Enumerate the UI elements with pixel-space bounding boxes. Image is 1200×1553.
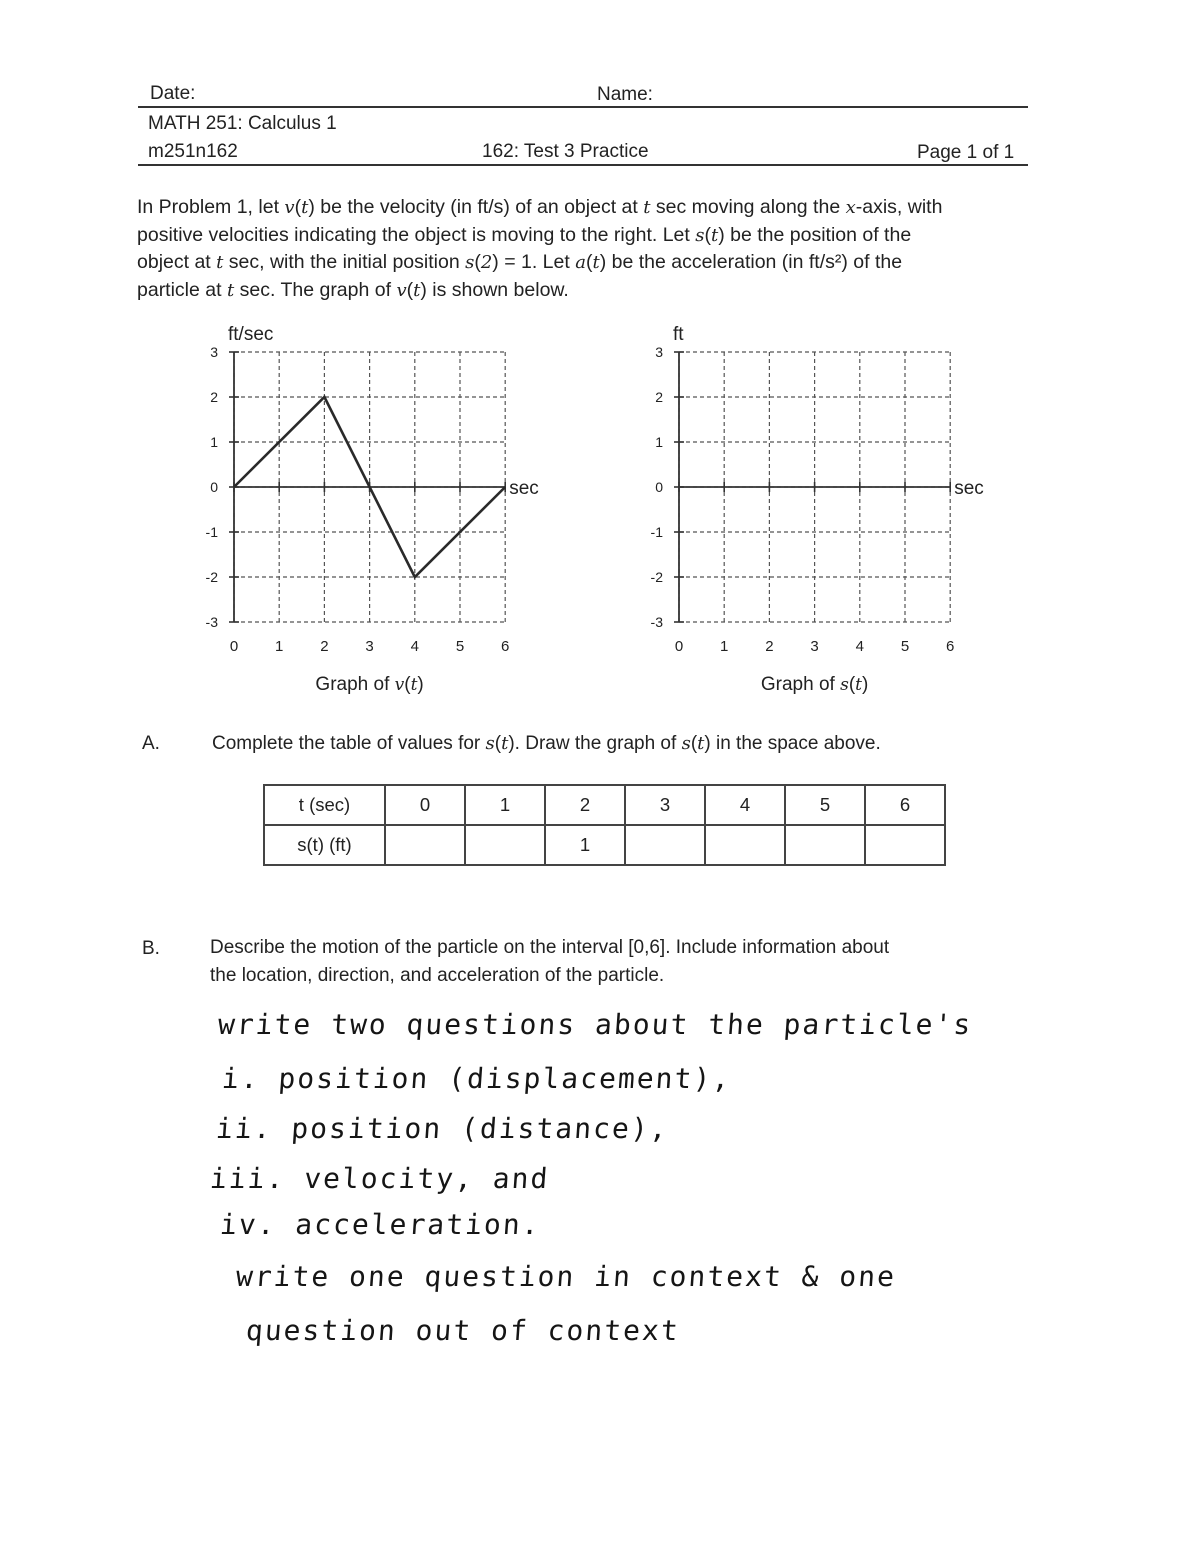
y-tick-label: 3	[655, 344, 663, 360]
handwritten-note: iii. velocity, and	[208, 1162, 551, 1195]
t-cell: 0	[385, 785, 465, 825]
x-tick-label: 4	[410, 638, 419, 655]
handwritten-note: iv. acceleration.	[218, 1208, 542, 1241]
values-table	[263, 784, 946, 866]
x-tick-label: 0	[229, 638, 239, 655]
header-rule-bottom	[138, 164, 1028, 166]
y-tick-label: -1	[205, 524, 218, 540]
intro-paragraph	[137, 194, 1037, 304]
x-axis-label: sec	[509, 478, 539, 499]
t-cell: 2	[545, 785, 625, 825]
x-tick-label: 0	[674, 638, 684, 655]
x-tick-label: 5	[900, 638, 910, 655]
axes	[229, 352, 505, 622]
intro-line: object at t sec, with the initial position s(2) = 1. Let a(t) be the acceleration (in ft/s²) of the	[137, 251, 903, 273]
handwritten-note: write two questions about the particle's	[216, 1008, 974, 1041]
header-rule-top	[138, 106, 1028, 108]
y-tick-label: -2	[205, 569, 218, 585]
part-a-letter: A.	[142, 733, 160, 754]
position-graph	[635, 318, 1015, 698]
x-tick-label: 1	[275, 638, 284, 655]
y-axis-label: ft/sec	[228, 324, 274, 345]
y-tick-label: 1	[655, 434, 663, 450]
y-tick-label: 0	[210, 479, 218, 495]
y-tick-label: -3	[650, 614, 663, 630]
x-tick-label: 2	[765, 638, 774, 655]
part-b-line2: the location, direction, and acceleration of the particle.	[210, 965, 665, 986]
handwritten-note: i. position (displacement),	[220, 1062, 733, 1095]
y-tick-label: -2	[650, 569, 663, 585]
x-tick-label: 6	[501, 638, 510, 655]
t-cell: 5	[785, 785, 865, 825]
handwritten-note: ii. position (distance),	[214, 1112, 670, 1145]
x-tick-label: 6	[946, 638, 955, 655]
t-cell: 1	[465, 785, 545, 825]
handwritten-note: question out of context	[244, 1314, 681, 1347]
s-cell[interactable]	[865, 825, 945, 865]
y-tick-label: -1	[650, 524, 663, 540]
x-tick-label: 4	[855, 638, 864, 655]
axes	[674, 352, 950, 622]
intro-line: particle at t sec. The graph of v(t) is shown below.	[137, 278, 569, 301]
intro-line: In Problem 1, let v(t) be the velocity (in ft/s) of an object at t sec moving along the x-axis, with	[137, 196, 943, 218]
chart-title: Graph of v(t)	[315, 674, 424, 695]
date-label: Date:	[150, 83, 196, 104]
row-label-t: t (sec)	[264, 785, 385, 825]
course-code: m251n162	[148, 141, 238, 162]
x-tick-label: 2	[320, 638, 329, 655]
x-axis-label: sec	[954, 478, 984, 499]
y-axis-label: ft	[673, 324, 684, 345]
y-tick-labels	[651, 344, 664, 630]
row-label-s: s(t) (ft)	[264, 825, 385, 865]
x-tick-labels	[230, 638, 510, 655]
y-tick-label: 2	[210, 389, 218, 405]
y-tick-label: -3	[205, 614, 218, 630]
x-tick-label: 1	[720, 638, 729, 655]
velocity-graph	[190, 318, 570, 698]
s-cell[interactable]	[625, 825, 705, 865]
intro-line: positive velocities indicating the object is moving to the right. Let s(t) be the position of the	[137, 223, 912, 246]
s-cell[interactable]	[465, 825, 545, 865]
s-cell[interactable]	[705, 825, 785, 865]
handwritten-note: write one question in context & one	[234, 1260, 898, 1293]
x-tick-labels	[675, 638, 955, 655]
test-title: 162: Test 3 Practice	[482, 141, 649, 162]
x-tick-label: 5	[455, 638, 465, 655]
y-tick-label: 2	[655, 389, 663, 405]
t-cell: 4	[705, 785, 785, 825]
name-label: Name:	[597, 84, 653, 105]
x-tick-label: 3	[810, 638, 819, 655]
part-b-letter: B.	[142, 938, 160, 959]
s-cell[interactable]	[385, 825, 465, 865]
table-row	[264, 785, 945, 825]
s-cell[interactable]	[785, 825, 865, 865]
course-title: MATH 251: Calculus 1	[148, 113, 337, 134]
y-tick-label: 0	[655, 479, 663, 495]
part-b-line1: Describe the motion of the particle on the interval [0,6]. Include information about	[210, 937, 890, 958]
t-cell: 6	[865, 785, 945, 825]
y-tick-label: 1	[210, 434, 218, 450]
chart-title: Graph of s(t)	[760, 674, 869, 695]
part-a-text: Complete the table of values for s(t). Draw the graph of s(t) in the space above.	[212, 733, 881, 754]
page-number: Page 1 of 1	[917, 142, 1015, 163]
s-cell[interactable]: 1	[545, 825, 625, 865]
y-tick-labels	[206, 344, 219, 630]
table-row	[264, 825, 945, 865]
t-cell: 3	[625, 785, 705, 825]
y-tick-label: 3	[210, 344, 218, 360]
x-tick-label: 3	[365, 638, 374, 655]
